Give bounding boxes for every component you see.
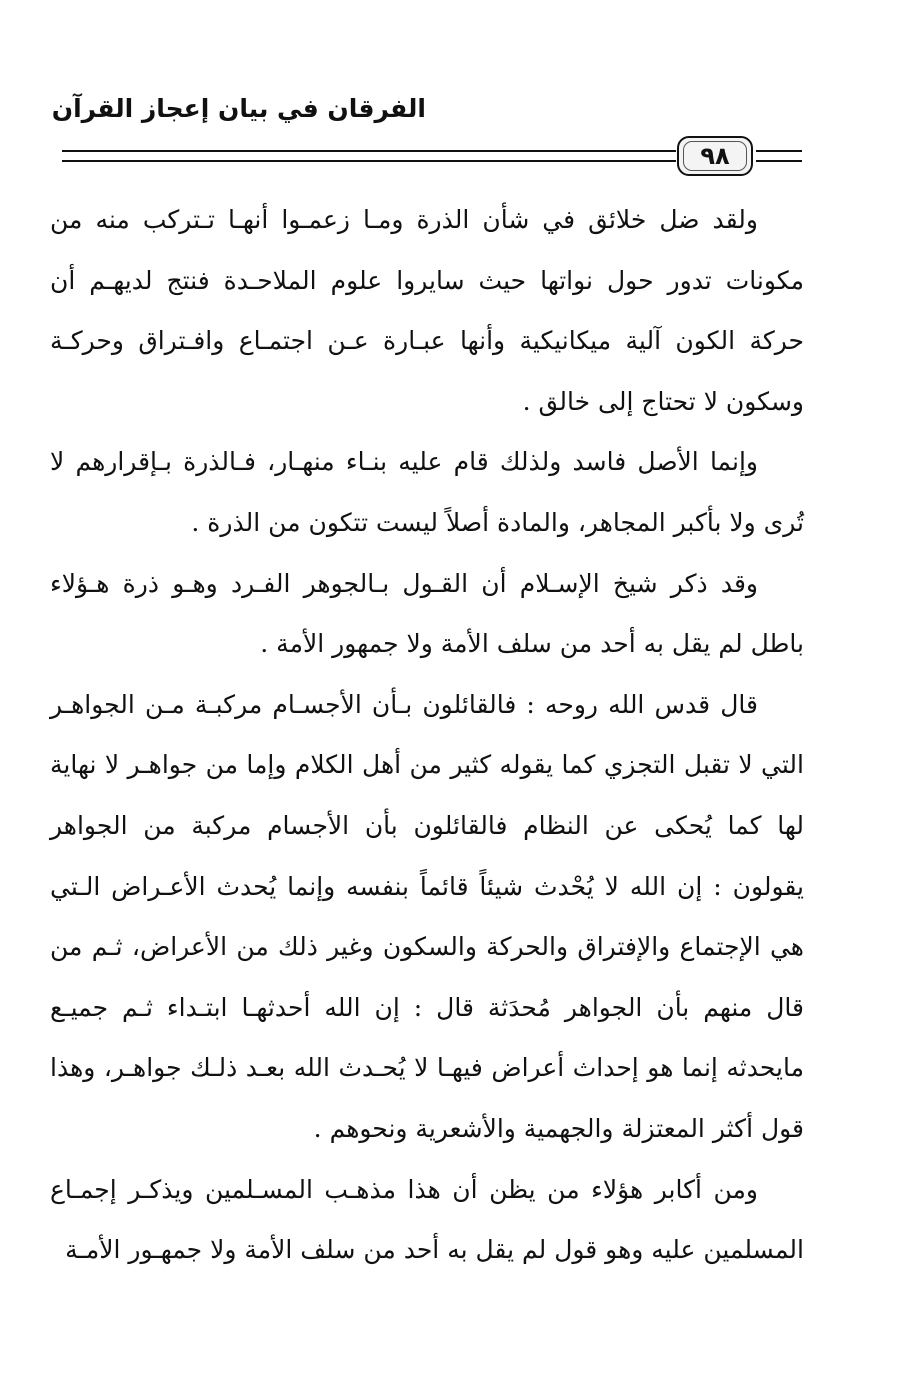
- body-text: [50, 190, 804, 1281]
- paragraph: ومن أكابر هؤلاء من يظن أن هذا مذهـب المسـلمين ويذكـر إجمـاع المسلمين عليه وهو قول لم يقل به أحد من سلف الأمة ولا جمهـور الأمـة: [50, 1174, 804, 1265]
- header-rule: [756, 160, 802, 162]
- page-number-badge: [677, 136, 753, 176]
- page-number: ٩٨: [700, 142, 730, 170]
- header-rule: [62, 150, 676, 152]
- page-number-frame: [683, 141, 747, 171]
- running-title: الفرقان في بيان إعجاز القرآن: [51, 94, 426, 123]
- paragraph: قال قدس الله روحه : فالقائلون بـأن الأجسـام مركبـة مـن الجواهـر التي لا تقبل التجزي كما يقوله كثير من أهل الكلام وإما من جواهـر لا نهاية لها كما يُحكى عن النظام فالقائلون بأن الأجسام مركبة من الجواهر يقولون : إن الله لا يُحْدث شيئاً قائماً بنفسه وإنما يُحدث الأعـراض الـتي هي الإجتماع والإفتراق والحركة والسكون وغير ذلك من الأعراض، ثـم من قال منهم بأن الجواهر مُحدَثة قال : إن الله أحدثهـا ابتـداء ثـم جميـع مايحدثه إنما هو إحداث أعراض فيهـا لا يُحـدث الله بعـد ذلـك جواهـر، وهذا قول أكثر المعتزلة والجهمية والأشعرية ونحوهم .: [50, 689, 804, 1143]
- paragraph: ولقد ضل خلائق في شأن الذرة ومـا زعمـوا أنهـا تـتركب منه من مكونات تدور حول نواتها حيث سايروا علوم الملاحـدة فنتج لديهـم أن حركة الكون آلية ميكانيكية وأنها عبـارة عـن اجتمـاع وافـتراق وحركـة وسكون لا تحتاج إلى خالق .: [50, 205, 804, 416]
- paragraph: وقد ذكر شيخ الإسـلام أن القـول بـالجوهر الفـرد وهـو ذرة هـؤلاء باطل لم يقل به أحد من سلف الأمة ولا جمهور الأمة .: [50, 568, 804, 659]
- paragraph: وإنما الأصل فاسد ولذلك قام عليه بنـاء منهـار، فـالذرة بـإقرارهم لا تُرى ولا بأكبر المجاهر، والمادة أصلاً ليست تتكون من الذرة .: [50, 447, 804, 537]
- header-rule: [62, 160, 676, 162]
- header-rule: [756, 150, 802, 152]
